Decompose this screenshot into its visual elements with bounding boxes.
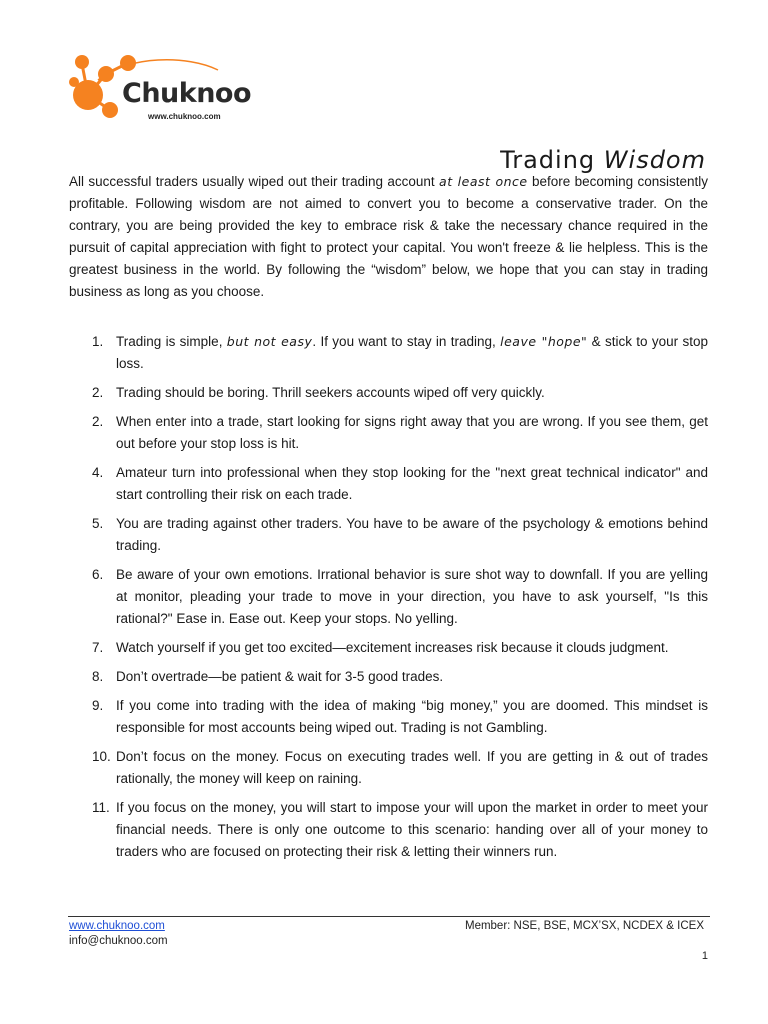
footer-divider xyxy=(68,916,710,917)
list-item xyxy=(69,462,708,506)
logo-name: Chuknoo xyxy=(122,78,252,109)
item-text: Watch yourself if you get too excited—excitement increases risk because it clouds judgment. xyxy=(116,640,669,655)
intro-text-end: before becoming consistently profitable. Following wisdom are not aimed to convert you to become a conservative trader. On the contrary, you are being provided the key to embrace risk & take the necessary chance required in the pursuit of capital appreciation with fight to protect your capital. You won't freeze & lie helpless. This is the greatest business in the world. By following the “wisdom” below, we hope that you can stay in trading business as long as you choose. xyxy=(69,174,708,299)
item-number: 9. xyxy=(92,698,104,713)
item-text: . If you want to stay in trading, xyxy=(312,334,501,349)
list-item xyxy=(69,564,708,630)
item-text: Don’t overtrade—be patient & wait for 3-5 good trades. xyxy=(116,669,444,684)
wisdom-list xyxy=(69,331,708,870)
item-text: Trading should be boring. Thrill seekers accounts wiped off very quickly. xyxy=(116,385,545,400)
page-title xyxy=(500,146,706,174)
item-number: 1. xyxy=(92,334,104,349)
item-emphasis: leave "hope" xyxy=(500,334,588,349)
item-text: Amateur turn into professional when they stop looking for the "next great technical indicator" and start controlling their risk on each trade. xyxy=(116,465,708,502)
item-text: Trading is simple, xyxy=(116,334,227,349)
item-emphasis: but not easy xyxy=(226,334,313,349)
list-item xyxy=(69,411,708,455)
title-main: Trading xyxy=(500,146,596,175)
item-text: If you focus on the money, you will start to impose your will upon the market in order to meet your financial needs. There is only one outcome to this scenario: handing over all of your money to traders who are focused on protecting their risk & letting their winners run. xyxy=(116,800,708,859)
chuknoo-logo xyxy=(68,50,252,128)
item-number: 7. xyxy=(92,640,104,655)
footer-membership: Member: NSE, BSE, MCX’SX, NCDEX & ICEX xyxy=(464,920,704,932)
list-item xyxy=(69,746,708,790)
item-number: 4. xyxy=(92,465,104,480)
list-item xyxy=(69,695,708,739)
list-item xyxy=(69,666,708,688)
intro-paragraph xyxy=(69,171,708,303)
list-item xyxy=(69,331,708,375)
item-text: When enter into a trade, start looking for signs right away that you are wrong. If you see them, get out before your stop loss is hit. xyxy=(116,414,708,451)
item-text: Be aware of your own emotions. Irrational behavior is sure shot way to downfall. If you are yelling at monitor, pleading your trade to move in your direction, you have to ask yourself, "Is this rational?" Ease in. Ease out. Keep your stops. No yelling. xyxy=(116,567,708,626)
footer-website-link[interactable]: www.chuknoo.com xyxy=(69,920,165,932)
list-item xyxy=(69,637,708,659)
footer-email: info@chuknoo.com xyxy=(69,935,168,947)
intro-emphasis: at least once xyxy=(439,174,528,189)
list-item xyxy=(69,797,708,863)
title-emphasis: Wisdom xyxy=(603,146,706,175)
item-text: Don’t focus on the money. Focus on executing trades well. If you are getting in & out of trades rationally, the money will keep on raining. xyxy=(116,749,708,786)
item-text: You are trading against other traders. You have to be aware of the psychology & emotions behind trading. xyxy=(116,516,708,553)
item-number: 5. xyxy=(92,516,104,531)
item-number: 2. xyxy=(92,414,104,429)
item-number: 8. xyxy=(92,669,104,684)
item-number: 2. xyxy=(92,385,104,400)
page-number: 1 xyxy=(701,950,708,962)
logo-url: www.chuknoo.com xyxy=(148,112,221,121)
item-number: 6. xyxy=(92,567,104,582)
item-text: & stick to your stop loss. xyxy=(116,334,709,371)
intro-text-start: All successful traders usually wiped out their trading account xyxy=(69,174,440,189)
item-text: If you come into trading with the idea of making “big money,” you are doomed. This mindset is responsible for most accounts being wiped out. Trading is not Gambling. xyxy=(116,698,708,735)
item-number: 10. xyxy=(92,749,111,764)
item-number: 11. xyxy=(92,800,110,815)
list-item xyxy=(69,513,708,557)
list-item xyxy=(69,382,708,404)
